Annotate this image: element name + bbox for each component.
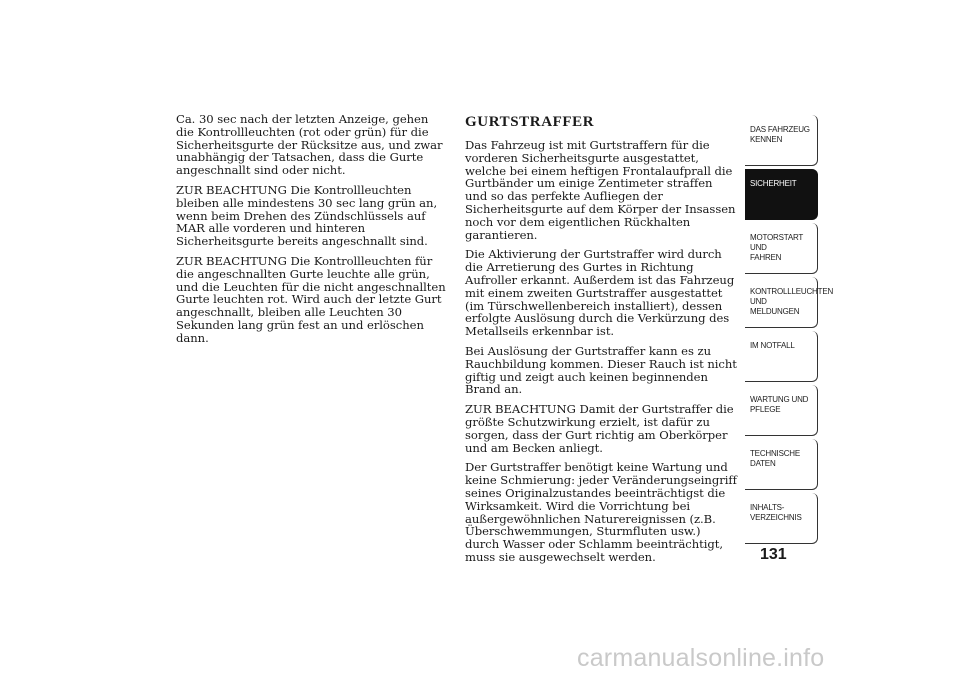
tab-motorstart-und-fahren[interactable]: MOTORSTART UND FAHREN — [745, 223, 818, 274]
left-paragraph-3: ZUR BEACHTUNG Die Kontrollleuchten für die angeschnallten Gurte leuchte alle grün, und die Leuchten für die nicht angeschnallten Gurte leuchten rot. Wird auch der letzte Gurt angeschnallt, bleiben alle Leuchten 30 Sekunden lang grün fest an und erlöschen dann. — [176, 253, 446, 345]
tab-das-fahrzeug-kennen[interactable]: DAS FAHRZEUG KENNEN — [745, 115, 818, 166]
tab-sicherheit[interactable]: SICHERHEIT — [745, 169, 818, 220]
left-paragraph-2: ZUR BEACHTUNG Die Kontrollleuchten bleiben alle mindestens 30 sec lang grün an, wenn beim Drehen des Zündschlüssels auf MAR alle vorderen und hinteren Sicherheitsgurte bereits angeschnallt sind. — [176, 182, 438, 249]
right-paragraph-2: Die Aktivierung der Gurtstraffer wird durch die Arretierung des Gurtes in Richtung Aufroller erkannt. Außerdem ist das Fahrzeug mit einem zweiten Gurtstraffer ausgestattet (im Türschwellenbereich installiert), dessen erfolgte Auslösung durch die Verkürzung des Metallseils erkennbar ist. — [465, 247, 735, 339]
left-text-column — [176, 113, 448, 352]
right-paragraph-3: Bei Auslösung der Gurtstraffer kann es zu Rauchbildung kommen. Dieser Rauch ist nicht giftig und zeigt auch keinen beginnenden Brand an. — [465, 343, 737, 397]
tab-kontrollleuchten-und-meldungen[interactable]: KONTROLLLEUCHTEN UND MELDUNGEN — [745, 277, 818, 328]
tab-wartung-und-pflege[interactable]: WARTUNG UND PFLEGE — [745, 385, 818, 436]
right-paragraph-4: ZUR BEACHTUNG Damit der Gurtstraffer die größte Schutzwirkung erzielt, ist dafür zu sorgen, dass der Gurt richtig am Oberkörper und am Becken anliegt. — [465, 402, 734, 455]
watermark: carmanualsonline.info — [577, 644, 825, 672]
tab-im-notfall[interactable]: IM NOTFALL — [745, 331, 818, 382]
section-heading: GURTSTRAFFER — [465, 114, 595, 130]
right-paragraph-1: Das Fahrzeug ist mit Gurtstraffern für die vorderen Sicherheitsgurte ausgestattet, welche bei einem heftigen Frontalaufprall die Gurtbänder um einige Zentimeter straffen und so das perfekte Aufliegen der Sicherheitsgurte auf dem Körper der Insassen noch vor dem eigentlichen Rückhalten garantieren. — [465, 138, 736, 242]
tab-inhaltsverzeichnis[interactable]: INHALTS- VERZEICHNIS — [745, 493, 818, 544]
chapter-tabs — [745, 115, 834, 547]
page-number: 131 — [760, 546, 787, 563]
tab-technische-daten[interactable]: TECHNISCHE DATEN — [745, 439, 818, 490]
right-text-column — [465, 113, 737, 571]
left-paragraph-1: Ca. 30 sec nach der letzten Anzeige, gehen die Kontrollleuchten (rot oder grün) für die Sicherheitsgurte der Rücksitze aus, und zwar unabhängig der Tatsachen, dass die Gurte angeschnallt sind oder nicht. — [176, 112, 443, 178]
right-paragraph-5: Der Gurtstraffer benötigt keine Wartung und keine Schmierung: jeder Veränderungseingriff seines Originalzustandes beeinträchtigst die Wirksamkeit. Wird die Vorrichtung bei außergewöhnlichen Naturereignissen (z.B. Überschwemmungen, Sturmfluten usw.) durch Wasser oder Schlamm beeinträchtigt, muss sie ausgewechselt werden. — [465, 460, 737, 564]
